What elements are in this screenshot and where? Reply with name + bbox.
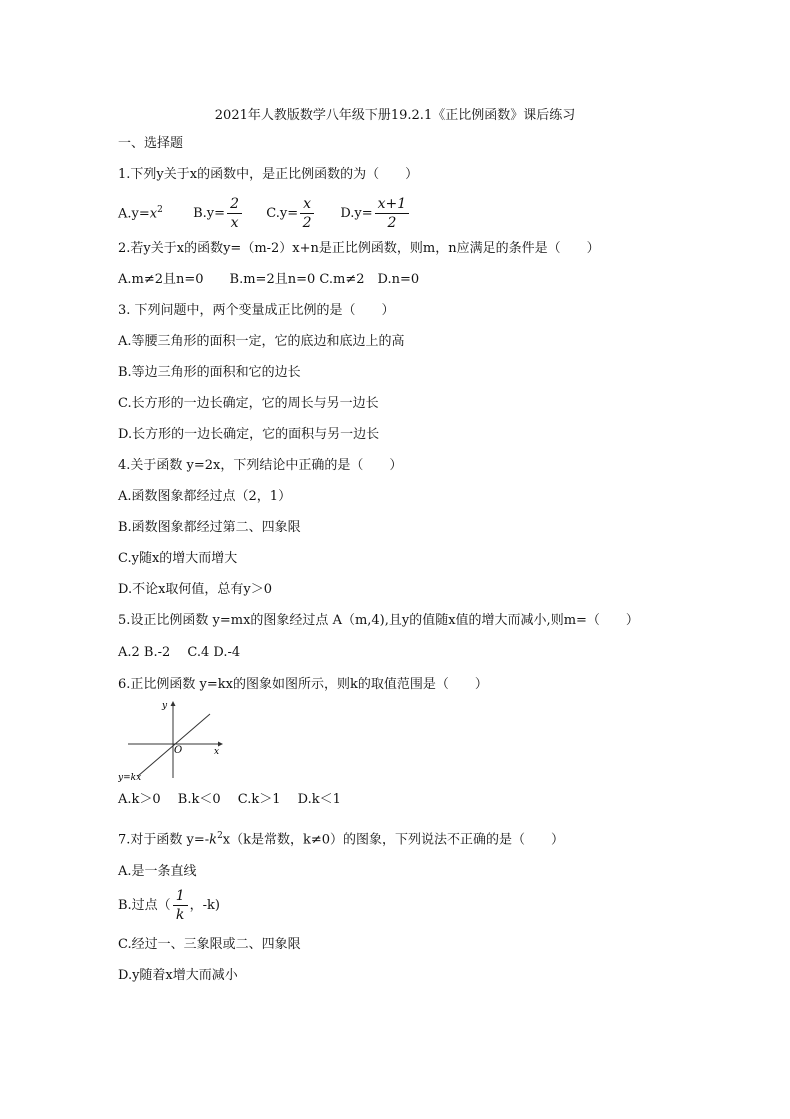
q3-option-d: D.长方形的一边长确定，它的面积与另一边长 xyxy=(118,427,380,442)
origin-label: O xyxy=(174,745,183,756)
q1-option-a: $A.y=x^2$ xyxy=(118,205,163,222)
question-6-options: A.k＞0 B.k＜0 C.k＞1 D.k＜1 xyxy=(118,792,341,807)
question-3-stem: 3. 下列问题中，两个变量成正比例的是（ ） xyxy=(118,303,395,318)
q7-option-d: D.y随着x增大而减小 xyxy=(118,968,238,983)
q1-option-d: D.y= $\frac{x+1}{2}$ xyxy=(340,194,411,234)
page-title: 2021年人教版数学八年级下册19.2.1《正比例函数》课后练习 xyxy=(214,108,576,123)
question-1-options xyxy=(118,190,411,234)
question-6-graph xyxy=(118,696,228,784)
y-axis-label: y xyxy=(162,701,168,711)
section-heading: 一、选择题 xyxy=(118,136,184,151)
q7-option-c: C.经过一、三象限或二、四象限 xyxy=(118,937,301,952)
question-5-options: A.2 B.-2 C.4 D.-4 xyxy=(118,645,241,660)
question-7-stem: 7.对于函数 $y=-k^2x(k$是常数，k≠0）的图象，下列说法不正确的是（ ） xyxy=(118,831,565,848)
question-1-stem: 1.下列y关于x的函数中，是正比例函数的为（ ） xyxy=(118,167,419,182)
q3-option-b: B.等边三角形的面积和它的边长 xyxy=(118,365,301,380)
question-5-stem: 5.设正比例函数 y=mx的图象经过点 A（m,4),且y的值随x值的增大而减小,则m=（ ） xyxy=(118,613,639,628)
q4-option-b: B.函数图象都经过第二、四象限 xyxy=(118,520,301,535)
line-label: y=kx xyxy=(118,773,142,783)
q7-option-a: A.是一条直线 xyxy=(118,864,197,879)
question-4-stem: 4.关于函数 y=2x，下列结论中正确的是（ ） xyxy=(118,458,403,473)
q7-option-b: B.过点（ $\frac{1}{k}$ ，-k) xyxy=(118,888,220,923)
q1-option-b: B.y= $\frac{2}{x}$ xyxy=(193,194,244,234)
q4-option-c: C.y随x的增大而增大 xyxy=(118,551,238,566)
q1-option-c: C.y= $\frac{x}{2}$ xyxy=(266,194,316,234)
q4-option-a: A.函数图象都经过点（2，1） xyxy=(118,489,292,504)
q3-option-c: C.长方形的一边长确定，它的周长与另一边长 xyxy=(118,396,379,411)
question-6-stem: 6.正比例函数 y=kx的图象如图所示，则k的取值范围是（ ） xyxy=(118,677,488,692)
x-axis-arrow xyxy=(218,742,223,747)
y-axis-arrow xyxy=(171,701,176,706)
q4-option-d: D.不论x取何值，总有y＞0 xyxy=(118,582,273,597)
x-axis-label: x xyxy=(214,747,220,757)
q3-option-a: A.等腰三角形的面积一定，它的底边和底边上的高 xyxy=(118,334,405,349)
question-2-stem: 2.若y关于x的函数y=（m-2）x+n是正比例函数，则m，n应满足的条件是（ ） xyxy=(118,241,600,256)
question-2-options: A.m≠2且n=0 B.m=2且n=0 C.m≠2 D.n=0 xyxy=(118,272,420,287)
